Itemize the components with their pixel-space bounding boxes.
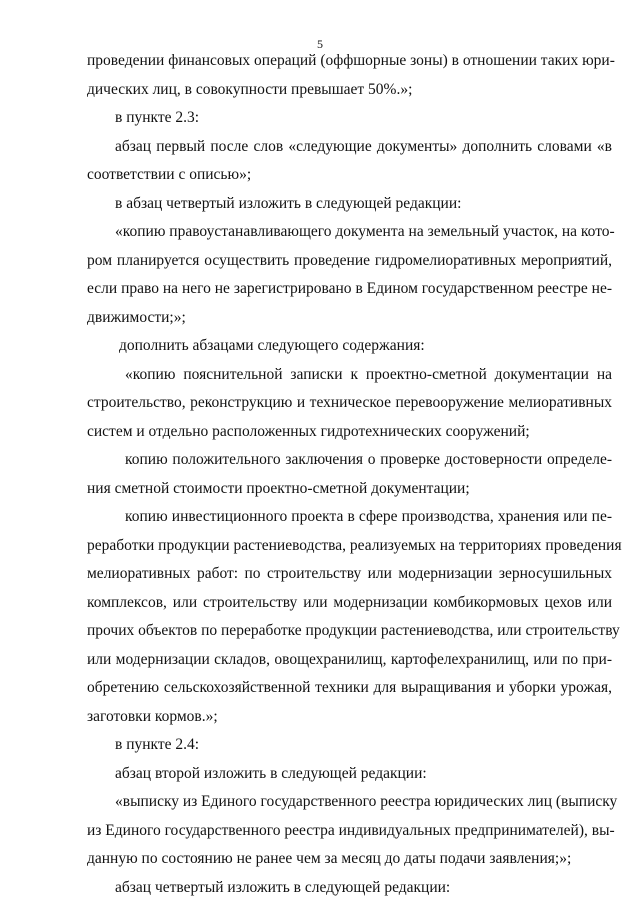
text-line: комплексов, или строительству или модернизации комбикормовых цехов или (87, 593, 612, 611)
text-line: абзац второй изложить в следующей редакции: (115, 764, 427, 782)
text-line: «копию правоустанавливающего документа на земельный участок, на кото- (115, 223, 615, 240)
text-line: абзац четвертый изложить в следующей редакции: (115, 878, 451, 896)
text-line: строительство, реконструкцию и техническое перевооружение мелиоративных (87, 394, 612, 411)
text-line: дополнить абзацами следующего содержания: (119, 337, 425, 354)
text-line: соответствии с описью»; (87, 166, 252, 183)
text-line: заготовки кормов.»; (87, 707, 218, 725)
text-line: в пункте 2.3: (115, 109, 200, 126)
text-line: если право на него не зарегистрировано в Едином государственном реестре не- (87, 280, 612, 297)
text-line: «выписку из Единого государственного реестра юридических лиц (выписку (115, 793, 618, 810)
text-line: обретению сельскохозяйственной техники для выращивания и уборки урожая, (87, 679, 612, 696)
text-line: данную по состоянию не ранее чем за месяц до даты подачи заявления;»; (87, 850, 572, 867)
text-line: копию положительного заключения о проверке достоверности определе- (125, 451, 612, 468)
text-line: дических лиц, в совокупности превышает 50%.»; (87, 80, 413, 98)
text-line: в пункте 2.4: (115, 736, 200, 753)
text-line: «копию пояснительной записки к проектно-сметной документации на (125, 365, 612, 383)
text-line: из Единого государственного реестра индивидуальных предпринимателей), вы- (87, 821, 615, 839)
text-line: в абзац четвертый изложить в следующей редакции: (115, 194, 462, 212)
text-line: прочих объектов по переработке продукции растениеводства, или строительству (87, 622, 620, 639)
text-line: проведении финансовых операций (оффшорные зоны) в отношении таких юри- (87, 52, 615, 69)
page-number: 5 (317, 37, 323, 51)
text-line: реработки продукции растениеводства, реализуемых на территориях проведения (87, 536, 622, 554)
text-line: или модернизации складов, овощехранилищ, картофелехранилищ, или по при- (87, 650, 612, 668)
document-body (87, 47, 622, 902)
text-line: движимости;»; (87, 308, 186, 326)
text-line: ром планируется осуществить проведение гидромелиоративных мероприятий, (87, 251, 612, 269)
text-line: копию инвестиционного проекта в сфере производства, хранения или пе- (125, 508, 612, 525)
text-line: систем и отдельно расположенных гидротехнических сооружений; (87, 422, 530, 440)
text-line: ния сметной стоимости проектно-сметной документации; (87, 479, 470, 497)
text-line: абзац первый после слов «следующие документы» дополнить словами «в (115, 137, 612, 155)
text-line: мелиоративных работ: по строительству или модернизации зерносушильных (87, 565, 612, 582)
